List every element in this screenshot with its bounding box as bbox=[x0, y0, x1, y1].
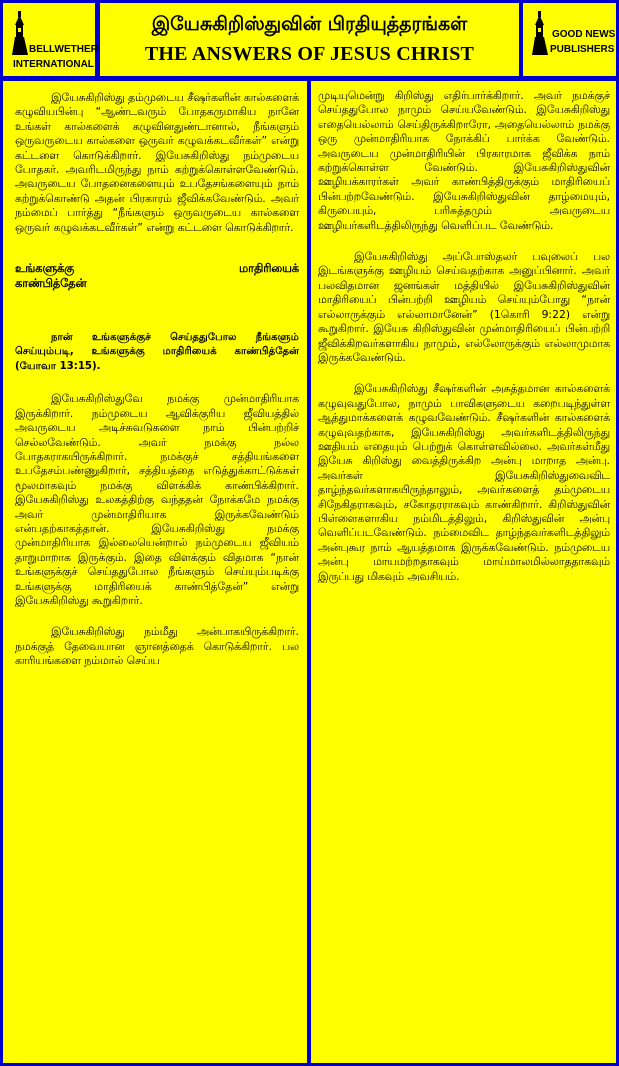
good-news-logo bbox=[523, 3, 616, 76]
right-column bbox=[311, 81, 616, 1063]
page-title-tamil: இயேசுகிறிஸ்துவின் பிரதியுத்தரங்கள் bbox=[151, 13, 468, 35]
logo-left-line1: BELLWETHER bbox=[29, 44, 98, 55]
paragraph: முடியுமென்று கிறிஸ்து எதிர்பார்க்கிறார். அவர் நமக்குச் செய்ததுபோல நாமும் செய்யவேண்டும். இயேசுகிறிஸ்து எதையெல்லாம் செய்திருக்கிறாரோ, அதையெல்லாம் நமக்கு ஒரு முன்மாதிரியாக நோக்கிப் பார்க்க வேண்டும். அவருடைய முன்மாதிரியின் பிரகாரமாக ஜீவிக்க நாம் கற்றுக்கொள்ள வேண்டும். இயேசுகிறிஸ்துவின் ஊழியக்காரர்கள் அவர் காண்பித்திருக்கும் மாதிரியைப் பின்பற்றவேண்டும். இயேசுகிறிஸ்துவின் தாழ்மையும், கிருபையும், பரிசுத்தமும் அவருடைய ஊழியர்களிடத்திலிருந்து வெளிப்பட வேண்டும். bbox=[318, 89, 610, 232]
paragraph: இயேசுகிறிஸ்து நம்மீது அன்பாகயிருக்கிறார். நமக்குத் தேவையான ஞானத்தைக் கொடுக்கிறார். பல காரியங்களை நம்மால் செய்ய bbox=[15, 625, 299, 668]
church-tower-icon bbox=[532, 11, 550, 55]
bible-verse: நான் உங்களுக்குச் செய்ததுபோல நீங்களும் செய்யும்படி, உங்களுக்கு மாதிரியைக் காண்பித்தேன் (யோவா 13:15). bbox=[15, 332, 299, 372]
bellwether-logo bbox=[3, 3, 98, 76]
section-heading-line1: உங்களுக்கு மாதிரியைக் bbox=[15, 262, 299, 276]
logo-right-line2: PUBLISHERS bbox=[550, 44, 615, 55]
left-column bbox=[3, 81, 307, 1063]
paragraph: இயேசுகிறிஸ்து சீஷர்களின் அசுத்தமான கால்களைக் கழுவுவதுபோல, நாமும் பாவிகளுடைய கறைபடிந்துள்ள ஆத்துமாக்களைக் கழுவவேண்டும். சீஷர்களின் கால்களைக் கழுவுவதற்காக, இயேசுகிறிஸ்து அவர்களிடத்திலிருந்து ஊதியம் எதையும் பெற்றுக் கொள்ளவில்லை. அவர்கள்மீது இயேசு கிறிஸ்து வைத்திருக்கிற அன்பு மாறாத அன்பு. அவர்கள் இயேசுகிறிஸ்துவைவிட தாழ்ந்தவர்களாகயிருந்தாலும், அவர்களைத் தம்முடைய சிநேகிதராகவும், சகோதரராகவும் காண்கிறார். கிறிஸ்துவின் பிள்ளைகளாகிய நம்மிடத்திலும், கிறிஸ்துவின் அன்பு வெளிப்படவேண்டும். நம்மைவிட தாழ்ந்தவர்களிடத்திலும் அன்புகூர நாம் ஆயத்தமாக இருக்கவேண்டும். நம்முடைய அன்பு மாயமற்றதாகவும் மாய்மாலமில்லாததாகவும் இருப்பது மிகவும் அவசியம். bbox=[318, 382, 610, 583]
section-heading-line2: காண்பித்தேன் bbox=[15, 277, 87, 291]
paragraph: இயேசுகிறிஸ்து தம்முடைய சீஷர்களின் கால்களைக் கழுவியபின்பு “ஆண்டவரும் போதகருமாகிய நானே உங்கள் கால்களைக் கழுவினதுண்டானால், நீங்களும் ஒருவருடைய கால்களை ஒருவர் கழுவக்கடவீர்கள்” என்று கட்டளை கொடுக்கிறார். இயேசுகிறிஸ்து நம்முடைய போதகர். அவரிடமிருந்து நாம் கற்றுக்கொள்ளவேண்டும். அவருடைய போதனைகளையும் உபதேசங்களையும் நாம் கற்றுக்கொண்டு அதன் பிரகாரம் ஜீவிக்கவேண்டும். அவர் நம்மைப் பார்த்து “நீங்களும் ஒருவருடைய கால்களை ஒருவர் கழுவக்கடவீர்கள்” என்று கட்டளை கொடுக்கிறார். bbox=[15, 91, 299, 234]
page-title-english: THE ANSWERS OF JESUS CHRIST bbox=[144, 43, 475, 65]
logo-left-line2: INTERNATIONAL bbox=[13, 59, 94, 70]
paragraph: இயேசுகிறிஸ்துவே நமக்கு முன்மாதிரியாக இருக்கிறார். நம்முடைய ஆவிக்குரிய ஜீவியத்தில் அவருடைய அடிச்சுவடுகளை நாம் பின்பற்றிச் செல்லவேண்டும். அவர் நமக்கு நல்ல போதகராகயிருக்கிறார். நமக்குச் சத்தியங்களை உபதேசம்பண்ணுகிறார், சத்தியத்தை எடுத்துக்காட்டுக்கள் மூலமாகவும் நமக்கு விளக்கிக் காண்பிக்கிறார். இயேசுகிறிஸ்து உலகத்திற்கு வந்ததன் நோக்கமே நமக்கு அவர் முன்மாதிரியாக இருக்கவேண்டும் என்பதற்காகத்தான். இயேசுகிறிஸ்து நமக்கு முன்மாதிரியாக இல்லையென்றால் நம்முடைய ஜீவியம் தாறுமாறாக இருக்கும். இதை விளக்கும் விதமாக “நான் உங்களுக்குச் செய்ததுபோல நீங்களும் செய்யும்படிக்கு உங்களுக்கு மாதிரியைக் காண்பித்தேன்” என்று இயேசுகிறிஸ்து கூறுகிறார். bbox=[15, 392, 299, 607]
paragraph: இயேசுகிறிஸ்து அப்போஸ்தலர் பவுலைப் பல இடங்களுக்கு ஊழியம் செய்வதற்காக அனுப்பினார். அவர் பலவிதமான ஜனங்கள் மத்தியில் இயேசுகிறிஸ்துவின் மாதிரியைப் பின்பற்றி ஊழியம் செய்யும்போது “நான் எல்லாருக்கும் எல்லாமானேன்” (1கொரி 9:22) என்று கூறுகிறார். இயேசு கிறிஸ்துவின் முன்மாதிரியைப் பின்பற்றி ஜீவிக்கிறவர்களாகிய நாமும், எல்லோருக்கும் எல்லாமுமாக இருக்கவேண்டும். bbox=[318, 250, 610, 364]
church-tower-icon bbox=[12, 11, 30, 55]
header bbox=[100, 3, 519, 76]
logo-right-line1: GOOD NEWS bbox=[552, 29, 616, 40]
